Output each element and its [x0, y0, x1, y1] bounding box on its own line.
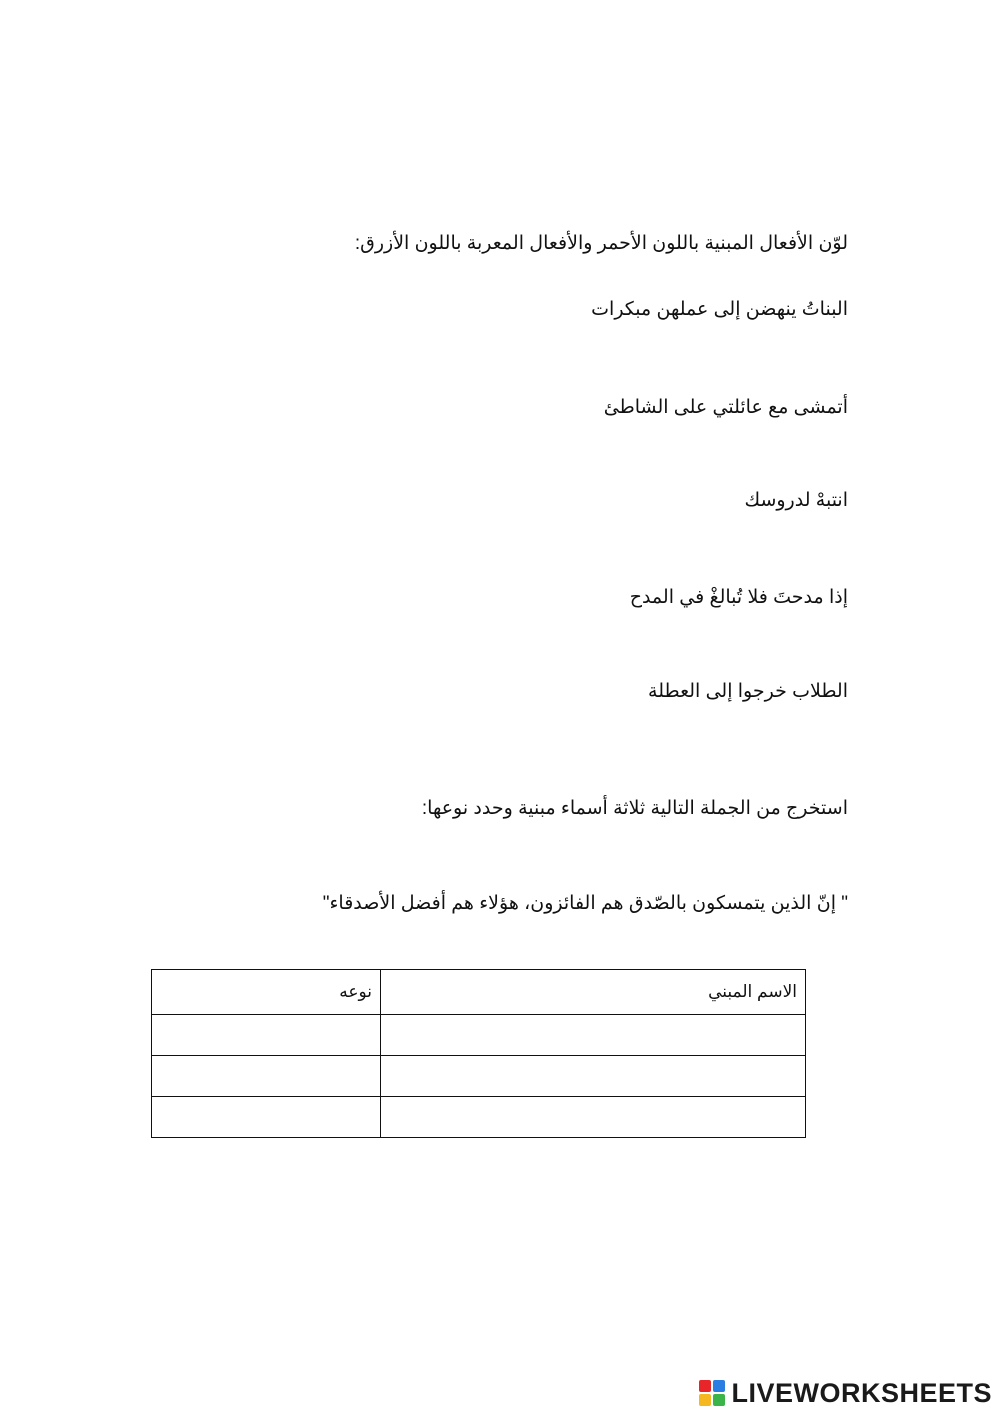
logo-tile-blue [713, 1380, 725, 1392]
sentence-1[interactable]: البناتُ ينهضن إلى عملهن مبكرات [591, 299, 848, 320]
answer-cell-noun-1[interactable] [381, 1015, 806, 1056]
logo-tile-red [699, 1380, 711, 1392]
answer-table [151, 969, 806, 1138]
table-row [152, 1015, 806, 1056]
quote-sentence: " إنّ الذين يتمسكون بالصّدق هم الفائزون، هؤلاء هم أفضل الأصدقاء" [322, 893, 848, 914]
header-noun-type: نوعه [152, 970, 381, 1015]
sentence-4[interactable]: إذا مدحتَ فلا تُبالغْ في المدح [629, 587, 848, 608]
sentence-5[interactable]: الطلاب خرجوا إلى العطلة [648, 681, 848, 702]
logo-tile-green [713, 1394, 725, 1406]
header-built-noun: الاسم المبني [381, 970, 806, 1015]
table-header-row [152, 970, 806, 1015]
liveworksheets-logo-icon [699, 1380, 727, 1408]
answer-cell-type-1[interactable] [152, 1015, 381, 1056]
sentence-2[interactable]: أتمشى مع عائلتي على الشاطئ [603, 397, 848, 418]
instruction-color-verbs: لوّن الأفعال المبنية باللون الأحمر والأفعال المعربة باللون الأزرق: [354, 233, 848, 254]
answer-cell-type-3[interactable] [152, 1097, 381, 1138]
answer-cell-noun-3[interactable] [381, 1097, 806, 1138]
answer-cell-noun-2[interactable] [381, 1056, 806, 1097]
liveworksheets-brand[interactable] [699, 1378, 992, 1409]
table-row [152, 1097, 806, 1138]
sentence-3[interactable]: انتبهْ لدروسك [744, 490, 848, 511]
instruction-extract-nouns: استخرج من الجملة التالية ثلاثة أسماء مبنية وحدد نوعها: [421, 798, 848, 819]
answer-cell-type-2[interactable] [152, 1056, 381, 1097]
table-row [152, 1056, 806, 1097]
logo-tile-yellow [699, 1394, 711, 1406]
brand-name: LIVEWORKSHEETS [731, 1378, 992, 1408]
